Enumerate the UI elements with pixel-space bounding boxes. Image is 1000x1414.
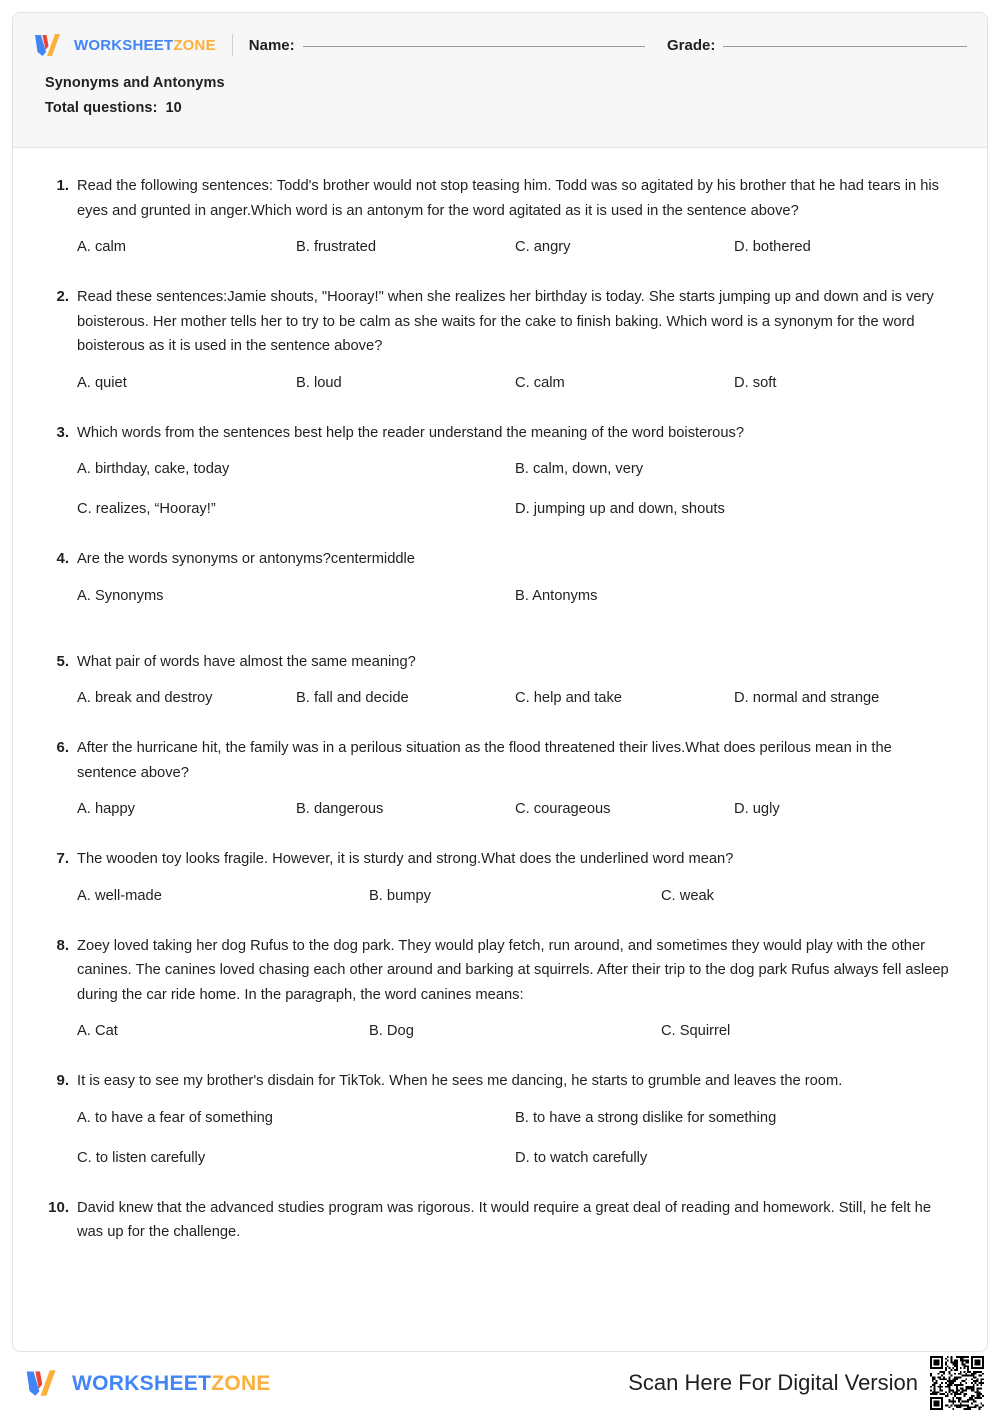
answer-option[interactable]: A. Cat [77,1023,118,1039]
question-body [77,934,953,1066]
answer-options [77,884,953,908]
answer-option[interactable]: D. to watch carefully [515,1149,648,1166]
question-body [77,547,953,646]
answer-options [77,686,953,710]
answer-option[interactable]: C. weak [660,887,714,904]
answer-options [77,457,953,521]
question-body [77,285,953,417]
question-text: After the hurricane hit, the family was in a perilous situation as the flood threatened their lives.What does perilous mean in the sentence above? [77,740,892,781]
worksheet-sheet [12,12,988,1352]
question-number: 5. [56,652,69,670]
header-divider [232,34,233,56]
footer-brand-word-worksheet: WORKSHEET [72,1371,212,1395]
question-item [47,736,953,843]
footer-brand [24,1368,271,1398]
question-number: 6. [56,739,69,756]
answer-option[interactable]: C. courageous [515,801,611,817]
total-questions-label: Total questions: [45,100,158,116]
answer-option[interactable]: A. calm [77,239,126,255]
question-body [77,1069,953,1192]
question-item [47,847,953,930]
footer-brand-wordmark [72,1373,271,1394]
question-text: Read the following sentences: Todd's brother would not stop teasing him. Todd was so agitated by his brother that he had tears in his eyes and grunted in anger.Which word is an antonym for the word agitated as it is used in the sentence above? [77,178,940,219]
question-body [77,421,953,544]
question-number: 3. [56,423,69,441]
grade-label: Grade: [667,36,716,54]
question-text: Are the words synonyms or antonyms?centermiddle [77,551,415,567]
footer-brand-word-zone: ZONE [211,1371,271,1395]
grade-input-line[interactable] [723,46,967,47]
answer-option[interactable]: D. jumping up and down, shouts [515,501,725,517]
answer-option[interactable]: B. loud [296,374,342,391]
answer-option[interactable]: B. Dog [368,1023,414,1039]
question-item [47,547,953,646]
question-item [47,1069,953,1192]
question-item [47,1196,953,1265]
worksheetzone-logo-icon-footer [24,1368,64,1398]
answer-option[interactable]: A. break and destroy [77,690,213,706]
answer-option[interactable]: B. to have a strong dislike for something [515,1109,777,1126]
answer-options [77,584,953,624]
answer-option[interactable]: B. fall and decide [296,690,409,706]
answer-option[interactable]: C. calm [515,374,565,391]
questions-list [13,148,987,1265]
answer-option[interactable]: B. Antonyms [515,587,598,604]
question-spacer [77,1247,953,1265]
question-text: Which words from the sentences best help the reader understand the meaning of the word boisterous? [77,424,745,441]
header-identity-row [13,13,987,59]
qr-code-icon[interactable] [926,1352,988,1414]
answer-options [77,371,953,395]
question-text: Read these sentences:Jamie shouts, "Hooray!" when she realizes her birthday is today. She starts jumping up and down and is very boisterous. Her mother tells her to try to be calm as she waits for the cake to finish baking. Which word is a synonym for the word boisterous as it is used in the sentence above? [77,289,934,354]
answer-option[interactable]: D. bothered [734,239,811,255]
total-questions [45,100,987,116]
answer-option[interactable]: D. normal and strange [734,690,880,706]
total-questions-count: 10 [165,100,182,116]
question-number: 4. [56,550,69,567]
question-number: 10. [48,1198,69,1216]
answer-option[interactable]: A. Synonyms [77,587,164,604]
question-text: It is easy to see my brother's disdain for TikTok. When he sees me dancing, he starts to grumble and leaves the room. [77,1073,843,1089]
worksheet-header [13,13,987,148]
answer-option[interactable]: C. Squirrel [660,1023,731,1039]
name-field[interactable] [249,37,645,54]
answer-options [77,1019,953,1043]
answer-options [77,797,953,821]
answer-option[interactable]: B. dangerous [296,801,384,817]
question-text: David knew that the advanced studies program was rigorous. It would require a great deal of reading and homework. Still, he felt he was up for the challenge. [77,1199,931,1240]
answer-option[interactable]: C. to listen carefully [77,1149,206,1166]
answer-option[interactable]: C. angry [515,239,571,255]
question-item [47,421,953,544]
answer-option[interactable]: A. birthday, cake, today [77,461,230,477]
answer-options [77,235,953,259]
answer-option[interactable]: A. to have a fear of something [77,1109,273,1126]
question-body [77,174,953,281]
worksheetzone-logo-icon [33,32,67,58]
question-text: What pair of words have almost the same meaning? [77,653,416,670]
name-input-line[interactable] [303,46,645,47]
scan-label: Scan Here For Digital Version [628,1370,918,1395]
question-body [77,650,953,733]
question-item [47,650,953,733]
answer-option[interactable]: A. quiet [77,374,127,391]
question-item [47,285,953,417]
question-text: Zoey loved taking her dog Rufus to the dog park. They would play fetch, run around, and sometimes they would play with the other canines. The canines loved chasing each other around and barking at squirrels. After their trip to the dog park Rufus always fell asleep during the car ride home. In the paragraph, the word canines means: [77,937,949,1003]
answer-option[interactable]: A. well-made [77,887,162,904]
question-item [47,174,953,281]
answer-option[interactable]: C. help and take [515,690,622,706]
brand-wordmark [74,38,216,53]
scan-section [628,1352,988,1414]
answer-options [77,1106,953,1170]
question-body [77,736,953,843]
brand-word-worksheet: WORKSHEET [74,36,174,54]
worksheet-title: Synonyms and Antonyms [45,75,225,91]
answer-option[interactable]: B. bumpy [368,887,432,904]
question-number: 7. [56,850,69,867]
answer-option[interactable]: B. calm, down, very [515,461,644,477]
question-number: 1. [56,177,69,194]
name-label: Name: [248,36,295,54]
answer-option[interactable]: D. ugly [734,801,780,817]
worksheet-meta [13,59,987,116]
grade-field[interactable] [667,37,967,54]
question-number: 9. [56,1072,69,1089]
answer-option[interactable]: C. realizes, “Hooray!” [77,501,216,517]
question-text: The wooden toy looks fragile. However, it is sturdy and strong.What does the underlined word mean? [77,851,734,867]
question-item [47,934,953,1066]
question-body [77,1196,953,1265]
question-body [77,847,953,930]
question-number: 8. [56,936,69,954]
question-number: 2. [56,288,69,305]
answer-option[interactable]: B. frustrated [296,239,376,255]
answer-option[interactable]: A. happy [77,801,135,817]
answer-option[interactable]: D. soft [734,374,777,391]
worksheet-footer [12,1360,988,1406]
brand-word-zone: ZONE [173,36,216,54]
